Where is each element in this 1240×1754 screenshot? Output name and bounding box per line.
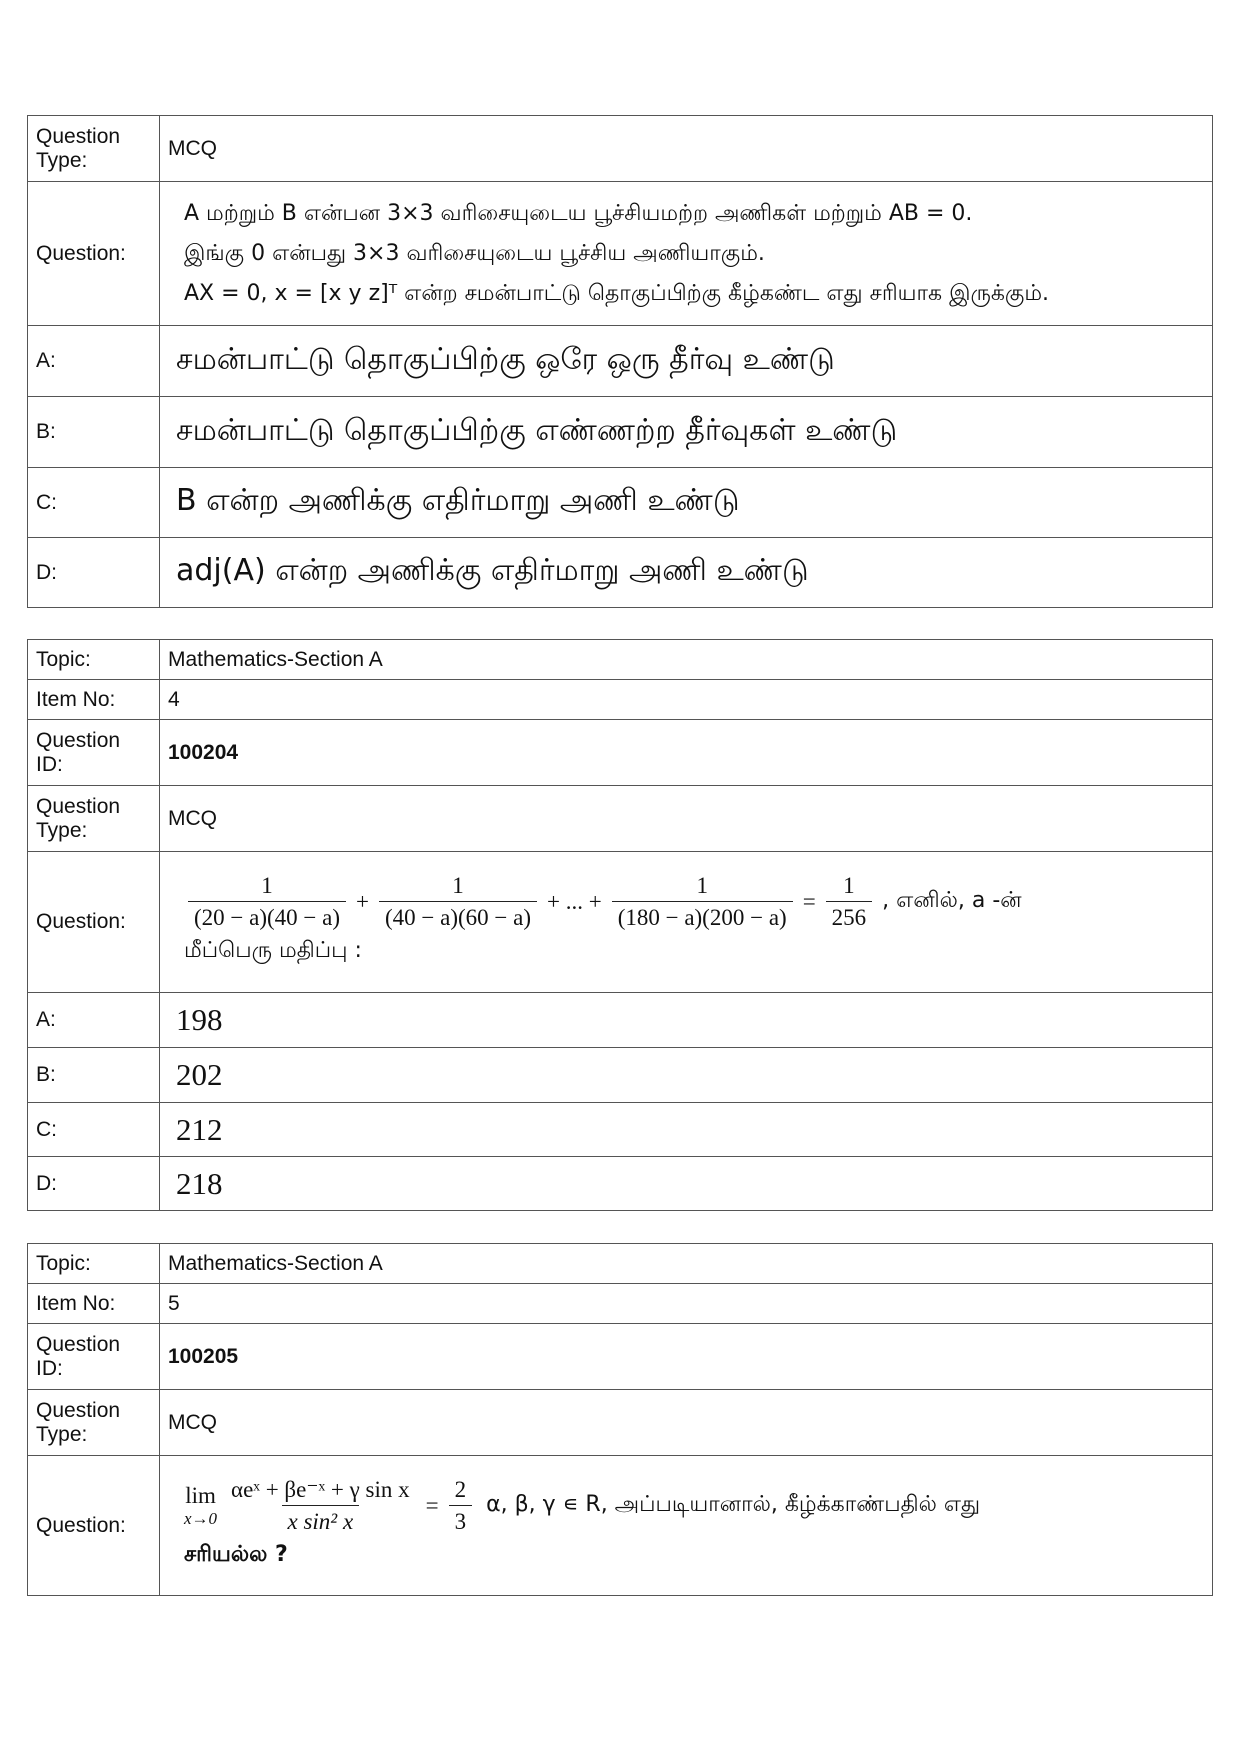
question-type-label: Question Type: (28, 786, 160, 852)
fraction-numerator: 1 (452, 873, 464, 898)
option-row-a (28, 326, 1213, 397)
option-row-c (28, 468, 1213, 538)
question-type-value: MCQ (160, 116, 1213, 182)
fraction-numerator: αeˣ + βe⁻ˣ + γ sin x (231, 1476, 410, 1502)
option-row-b (28, 1048, 1213, 1103)
question-text (160, 1456, 1213, 1596)
question-label: Question: (28, 852, 160, 993)
fraction-numerator: 1 (261, 873, 273, 898)
question-block-3 (27, 115, 1213, 608)
question-id-value: 100204 (160, 720, 1213, 786)
item-no-label: Item No: (28, 680, 160, 720)
question-tail: , எனில், a -ன் (882, 888, 1022, 913)
option-row-d (28, 1157, 1213, 1211)
item-no-row (28, 680, 1213, 720)
plus-sign: + (356, 889, 369, 914)
question-row (28, 182, 1213, 326)
question-line-3: AX = 0, x = [x y z]ᵀ என்ற சமன்பாட்டு தொகுப்பிற்கு கீழ்கண்ட எது சரியாக இருக்கும். (184, 280, 1050, 306)
question-label: Question: (28, 182, 160, 326)
question-row (28, 1456, 1213, 1596)
limit-fraction (225, 1477, 416, 1535)
limit-subscript: x→0 (184, 1508, 218, 1528)
option-label: D: (28, 1157, 160, 1211)
equals-sign: = (802, 889, 816, 914)
item-no-label: Item No: (28, 1284, 160, 1324)
fraction-numerator: 2 (454, 1476, 467, 1502)
fraction-denominator: (20 − a)(40 − a) (188, 901, 346, 931)
option-label: A: (28, 993, 160, 1048)
question-type-row (28, 116, 1213, 182)
topic-value: Mathematics-Section A (160, 1244, 1213, 1284)
item-no-value: 4 (160, 680, 1213, 720)
question-equation (168, 1477, 1204, 1535)
question-type-label: Question Type: (28, 116, 160, 182)
fraction-denominator: (40 − a)(60 − a) (379, 901, 537, 931)
topic-label: Topic: (28, 640, 160, 680)
option-label: C: (28, 468, 160, 538)
question-line-2: மீப்பெரு மதிப்பு : (184, 938, 362, 963)
limit-operator (184, 1483, 217, 1529)
question-type-value: MCQ (160, 1390, 1213, 1456)
question-type-value: MCQ (160, 786, 1213, 852)
fraction-denominator: (180 − a)(200 − a) (612, 901, 793, 931)
item-no-row (28, 1284, 1213, 1324)
rhs-fraction (449, 1477, 473, 1535)
question-text (160, 852, 1213, 993)
question-line-2: சரியல்ல ? (184, 1541, 288, 1567)
fraction-2 (379, 873, 537, 931)
question-id-label: Question ID: (28, 720, 160, 786)
fraction-denominator: 3 (449, 1505, 473, 1535)
question-type-label: Question Type: (28, 1390, 160, 1456)
option-row-b (28, 397, 1213, 468)
option-label: C: (28, 1103, 160, 1157)
question-line-1: A மற்றும் B என்பன 3×3 வரிசையுடைய பூச்சியமற்ற அணிகள் மற்றும் AB = 0. (184, 200, 973, 226)
question-id-row (28, 1324, 1213, 1390)
topic-row (28, 640, 1213, 680)
option-text: 212 (160, 1103, 1213, 1157)
option-text: B என்ற அணிக்கு எதிர்மாறு அணி உண்டு (160, 468, 1213, 538)
question-line-2: இங்கு 0 என்பது 3×3 வரிசையுடைய பூச்சிய அணியாகும். (184, 240, 765, 266)
option-label: B: (28, 397, 160, 468)
topic-label: Topic: (28, 1244, 160, 1284)
option-text: adj(A) என்ற அணிக்கு எதிர்மாறு அணி உண்டு (160, 538, 1213, 608)
ellipsis-sign: + ... + (546, 889, 602, 914)
question-text (160, 182, 1213, 326)
option-label: A: (28, 326, 160, 397)
option-text: 218 (160, 1157, 1213, 1211)
fraction-numerator: 1 (843, 873, 855, 898)
question-type-row (28, 786, 1213, 852)
question-id-label: Question ID: (28, 1324, 160, 1390)
option-row-a (28, 993, 1213, 1048)
option-label: B: (28, 1048, 160, 1103)
option-text: சமன்பாட்டு தொகுப்பிற்கு எண்ணற்ற தீர்வுகள் உண்டு (160, 397, 1213, 468)
item-no-value: 5 (160, 1284, 1213, 1324)
option-text: 202 (160, 1048, 1213, 1103)
topic-value: Mathematics-Section A (160, 640, 1213, 680)
fraction-denominator: 256 (826, 901, 873, 931)
question-tail: α, β, γ ∊ R, அப்படியானால், கீழ்க்காண்பதில் எது (486, 1491, 981, 1517)
question-block-4 (27, 639, 1213, 1211)
option-row-d (28, 538, 1213, 608)
option-label: D: (28, 538, 160, 608)
question-id-value: 100205 (160, 1324, 1213, 1390)
question-id-row (28, 720, 1213, 786)
limit-text: lim (185, 1482, 216, 1508)
topic-row (28, 1244, 1213, 1284)
option-row-c (28, 1103, 1213, 1157)
fraction-1 (188, 873, 346, 931)
question-block-5 (27, 1243, 1213, 1596)
fraction-4 (826, 873, 873, 931)
option-text: 198 (160, 993, 1213, 1048)
question-row (28, 852, 1213, 993)
equals-sign: = (425, 1492, 439, 1518)
fraction-numerator: 1 (696, 873, 708, 898)
option-text: சமன்பாட்டு தொகுப்பிற்கு ஒரே ஒரு தீர்வு உண்டு (160, 326, 1213, 397)
fraction-denominator: x sin² x (282, 1505, 360, 1535)
question-label: Question: (28, 1456, 160, 1596)
question-equation (168, 873, 1204, 931)
question-type-row (28, 1390, 1213, 1456)
fraction-3 (612, 873, 793, 931)
